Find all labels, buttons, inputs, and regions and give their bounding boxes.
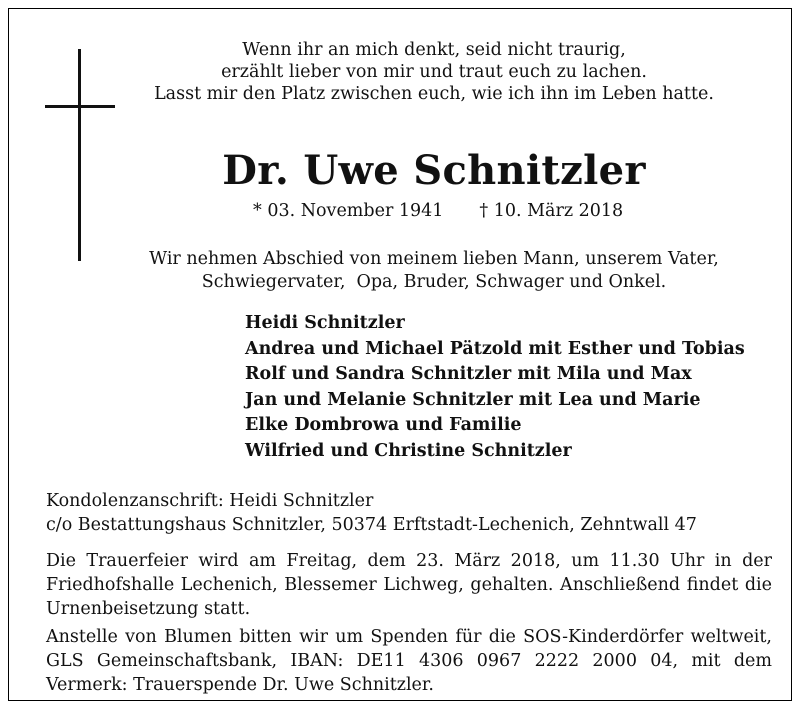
donation-notice: Anstelle von Blumen bitten wir um Spenden für die SOS-Kinderdörfer weltweit, GLS Gemeinschaftsbank, IBAN: DE11 4306 0967 2222 2000 04, mit dem Vermerk: Trauerspende Dr. Uwe Schnitzler. — [46, 627, 772, 695]
obituary-frame — [8, 8, 792, 701]
mourner-entry: Wilfried und Christine Schnitzler — [245, 440, 572, 461]
condolence-line: Kondolenzanschrift: Heidi Schnitzler — [46, 491, 374, 511]
mourner-entry: Jan und Melanie Schnitzler mit Lea und Marie — [245, 389, 701, 410]
mourner-entry: Heidi Schnitzler — [245, 313, 405, 333]
farewell-text — [109, 248, 759, 294]
mourner-entry: Elke Dombrowa und Familie — [245, 415, 522, 435]
cross-icon — [78, 49, 81, 261]
service-notice: Die Trauerfeier wird am Freitag, dem 23. März 2018, um 11.30 Uhr in der Friedhofshalle Lechenich, Blessemer Lichweg, gehalten. Anschließend findet die Urnenbeisetzung statt. — [46, 551, 772, 619]
mourner-entry: Andrea und Michael Pätzold mit Esther und Tobias — [245, 338, 745, 359]
birth-date: * 03. November 1941 — [253, 201, 444, 221]
life-dates — [253, 200, 659, 222]
cross-icon-bar — [45, 105, 115, 108]
mourners-list — [245, 311, 745, 464]
poem-line: erzählt lieber von mir und traut euch zu lachen. — [221, 62, 647, 82]
farewell-line: Wir nehmen Abschied von meinem lieben Mann, unserem Vater, — [149, 249, 719, 269]
deceased-name: Dr. Uwe Schnitzler — [222, 147, 646, 194]
death-date: † 10. März 2018 — [479, 201, 624, 221]
condolence-address — [46, 489, 697, 537]
condolence-line: c/o Bestattungshaus Schnitzler, 50374 Erftstadt-Lechenich, Zehntwall 47 — [46, 515, 697, 535]
poem-line: Wenn ihr an mich denkt, seid nicht traurig, — [242, 40, 626, 60]
farewell-line: Schwiegervater, Opa, Bruder, Schwager und Onkel. — [201, 272, 667, 292]
memorial-poem — [109, 39, 759, 105]
poem-line: Lasst mir den Platz zwischen euch, wie ich ihn im Leben hatte. — [154, 84, 714, 104]
mourner-entry: Rolf und Sandra Schnitzler mit Mila und Max — [245, 364, 692, 384]
